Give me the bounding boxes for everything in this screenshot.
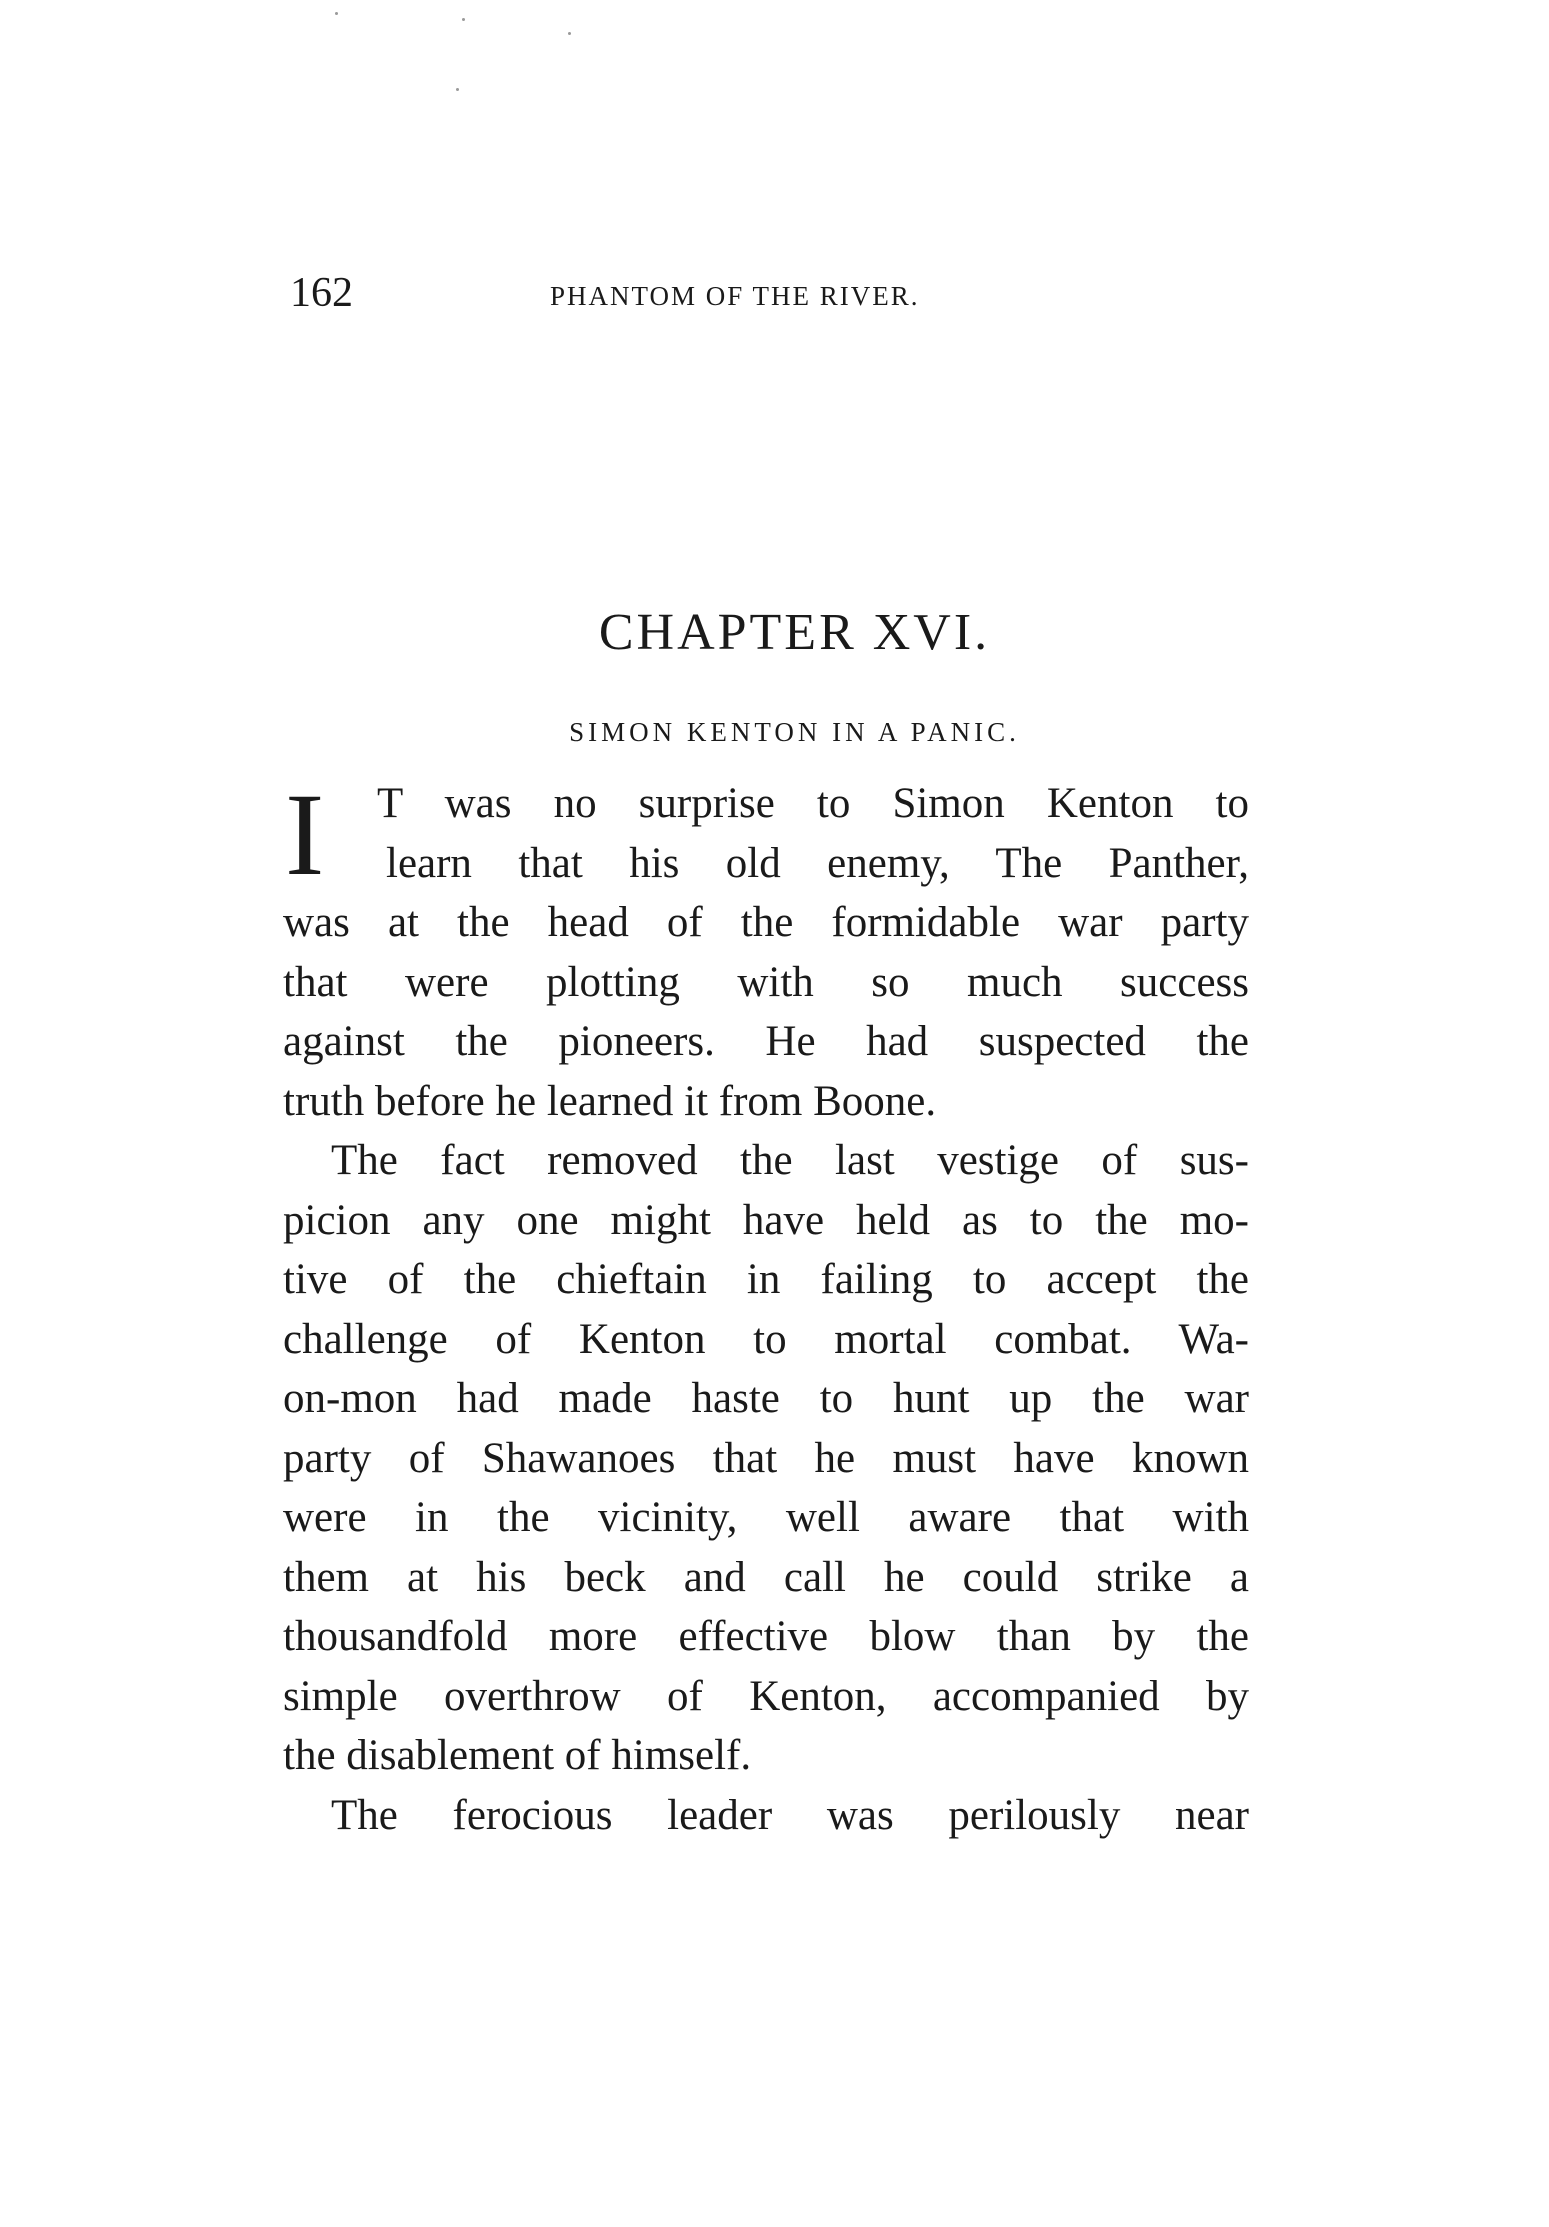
text-line: thousandfold more effective blow than by the xyxy=(283,1613,1249,1660)
text-line: T was no surprise to Simon Kenton to xyxy=(377,780,1249,827)
text-line: on-mon had made haste to hunt up the war xyxy=(283,1375,1249,1422)
scan-speck xyxy=(568,32,571,35)
text-line: against the pioneers. He had suspected the xyxy=(283,1018,1249,1065)
text-line: simple overthrow of Kenton, accompanied by xyxy=(283,1672,1249,1720)
chapter-title: CHAPTER XVI. xyxy=(598,604,991,661)
text-line: the disablement of himself. xyxy=(283,1732,752,1779)
text-line: picion any one might have held as to the mo- xyxy=(283,1196,1249,1244)
text-line: learn that his old enemy, The Panther, xyxy=(386,839,1249,887)
text-line: were in the vicinity, well aware that with xyxy=(283,1494,1249,1541)
drop-cap: I xyxy=(285,769,325,900)
running-head xyxy=(290,268,1250,318)
text-line: tive of the chieftain in failing to accept the xyxy=(283,1256,1249,1303)
scan-speck xyxy=(462,18,465,21)
text-line: The fact removed the last vestige of sus- xyxy=(331,1137,1249,1184)
text-line: party of Shawanoes that he must have known xyxy=(283,1434,1249,1482)
text-line: truth before he learned it from Boone. xyxy=(283,1077,937,1125)
text-line: challenge of Kenton to mortal combat. Wa- xyxy=(283,1315,1249,1363)
text-line: The ferocious leader was perilously near xyxy=(331,1791,1249,1839)
scan-speck xyxy=(335,12,338,15)
page-number: 162 xyxy=(290,270,353,316)
text-line: them at his beck and call he could strike a xyxy=(283,1553,1249,1601)
body-text xyxy=(283,769,1249,1845)
text-line: that were plotting with so much success xyxy=(283,958,1249,1006)
scan-speck xyxy=(456,88,459,91)
chapter-subtitle: SIMON KENTON IN A PANIC. xyxy=(569,717,1020,747)
text-line: was at the head of the formidable war party xyxy=(283,899,1249,946)
running-title: PHANTOM OF THE RIVER. xyxy=(550,281,920,311)
